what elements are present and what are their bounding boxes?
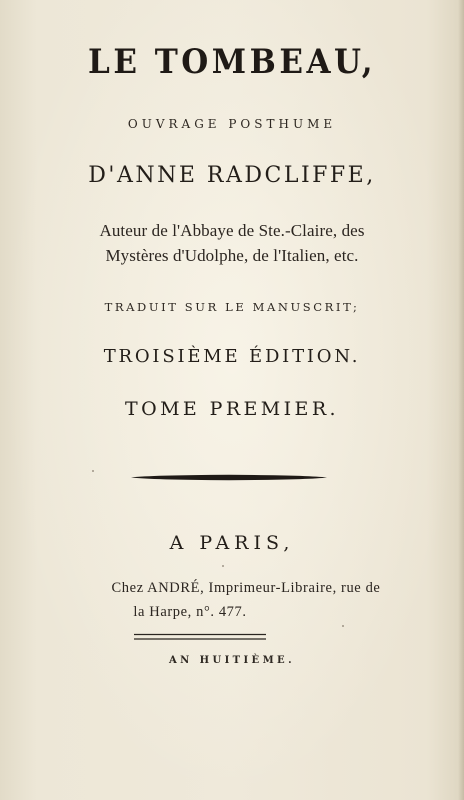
- imprint-place: A PARIS,: [169, 532, 295, 554]
- double-rule: [134, 633, 266, 641]
- paper-foxing-mark: [92, 470, 94, 472]
- book-subtitle: OUVRAGE POSTHUME: [127, 117, 337, 131]
- translation-note: TRADUIT SUR LE MANUSCRIT;: [104, 300, 360, 314]
- author-credits-line-1: Auteur de l'Abbaye de Ste.-Claire, des: [99, 221, 365, 240]
- imprint-publisher-line-2: la Harpe, n°. 477.: [133, 604, 247, 620]
- paper-foxing-mark: [222, 565, 224, 567]
- paper-foxing-mark: [342, 625, 344, 627]
- edition-statement: TROISIÈME ÉDITION.: [103, 346, 361, 367]
- book-title: LE TOMBEAU,: [88, 42, 376, 82]
- volume-statement: TOME PREMIER.: [125, 398, 339, 420]
- ornamental-rule: [131, 474, 327, 481]
- author-name: D'ANNE RADCLIFFE,: [88, 163, 376, 188]
- author-credits-line-2: Mystères d'Udolphe, de l'Italien, etc.: [105, 246, 359, 265]
- imprint-publisher-line-1: Chez ANDRÉ, Imprimeur-Libraire, rue de: [111, 580, 381, 596]
- imprint-year: AN HUITIÈME.: [169, 655, 295, 666]
